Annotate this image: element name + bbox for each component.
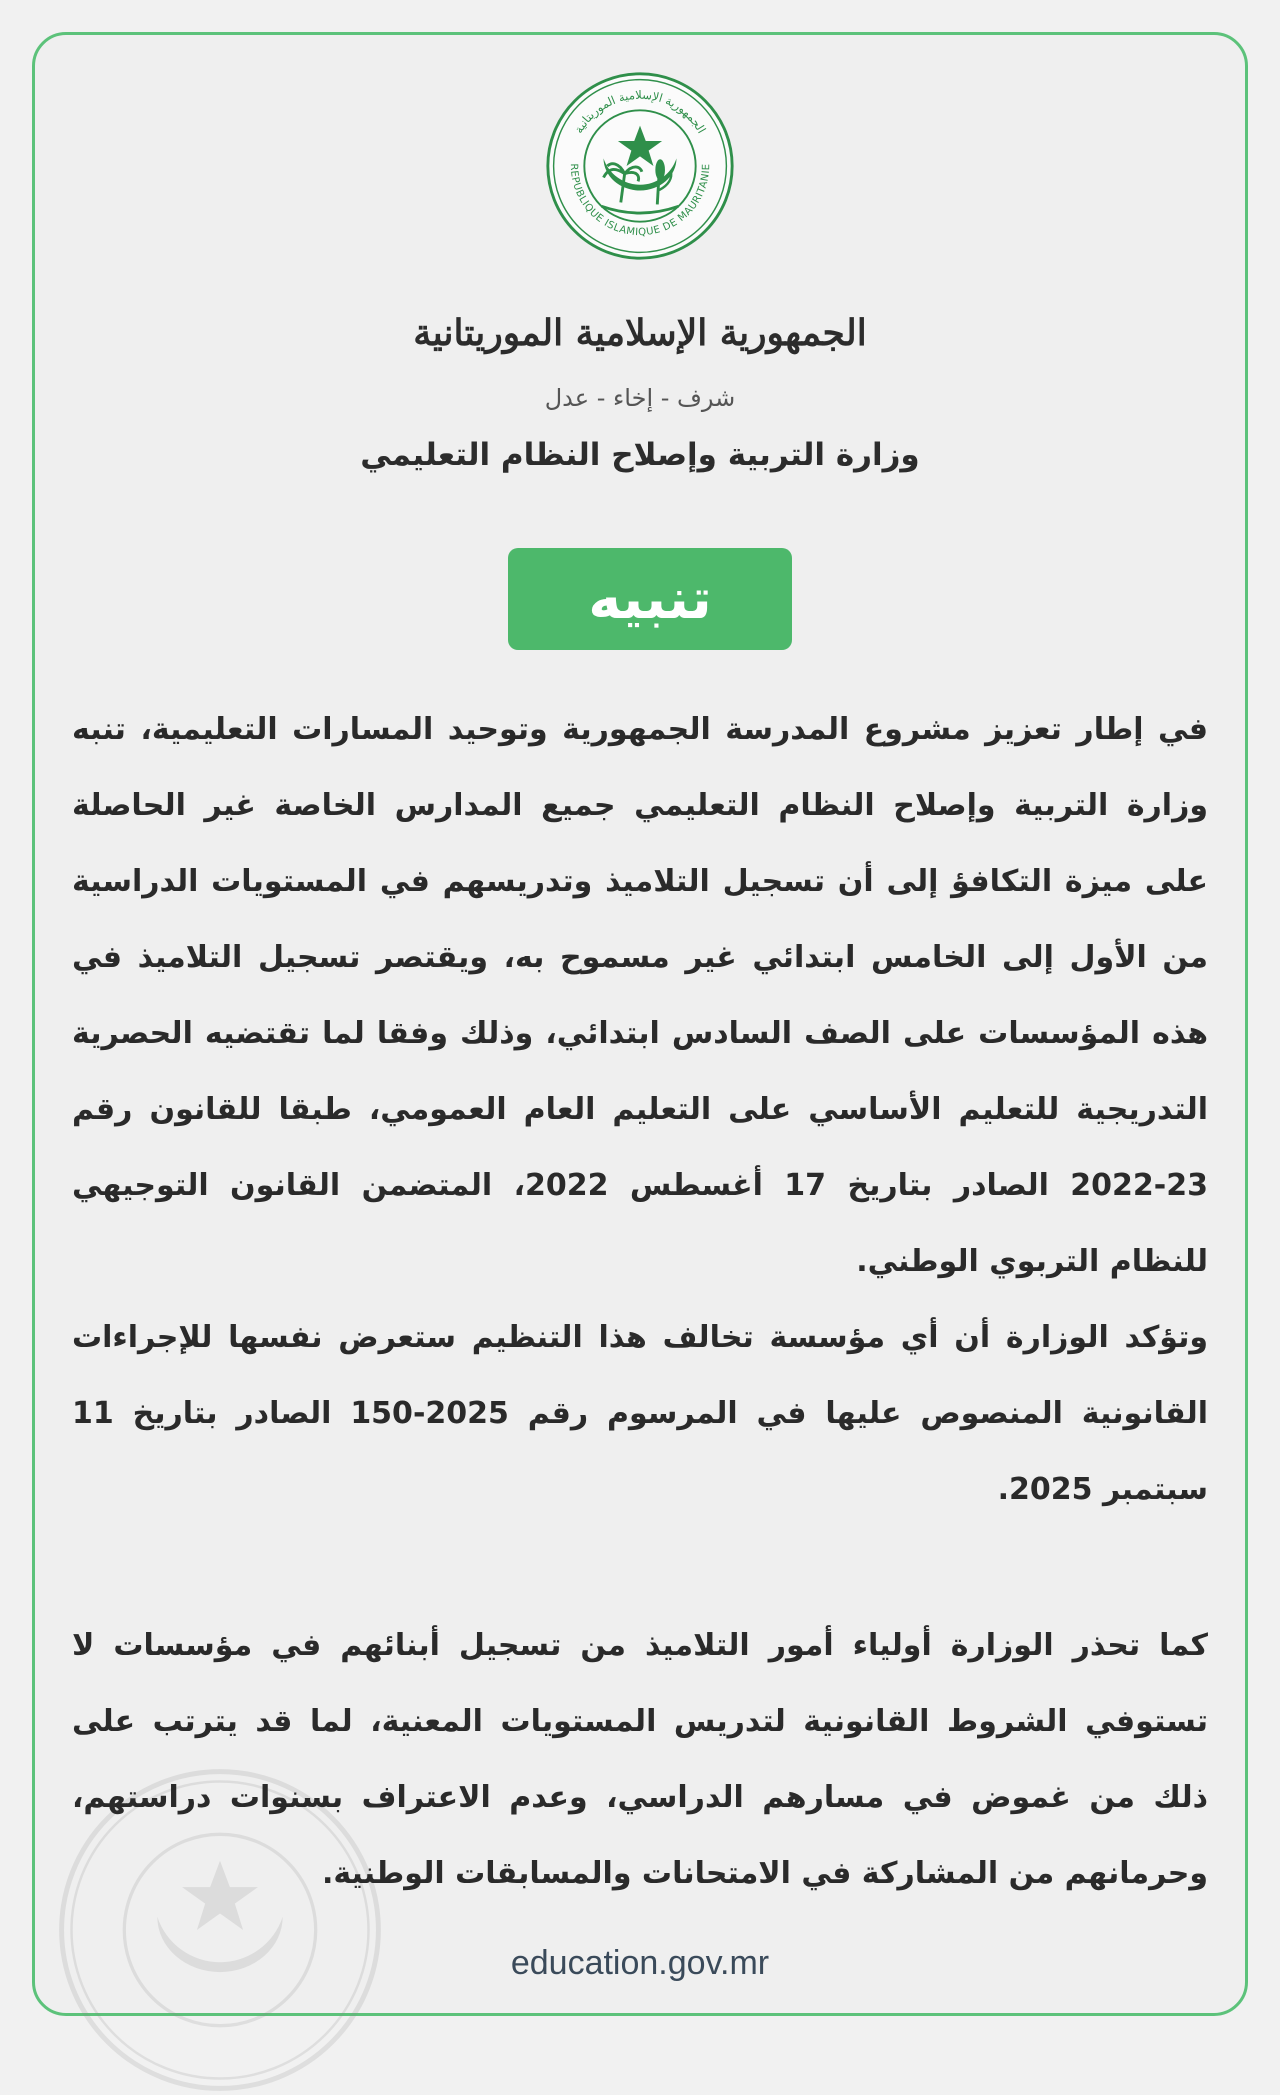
body-paragraph-1: في إطار تعزيز مشروع المدرسة الجمهورية وتوحيد المسارات التعليمية، تنبه وزارة التربية وإصلاح النظام التعليمي جميع المدارس الخاصة غير الحاصلة على ميزة التكافؤ إلى أن تسجيل التلاميذ وتدريسهم في المستويات الدراسية من الأول إلى الخامس ابتدائي غير مسموح به، ويقتصر تسجيل التلاميذ في هذه المؤسسات على الصف السادس ابتدائي، وذلك وفقا لما تقتضيه الحصرية التدريجية للتعليم الأساسي على التعليم العام العمومي، طبقا للقانون رقم 23-2022 الصادر بتاريخ 17 أغسطس 2022، المتضمن القانون التوجيهي للنظام التربوي الوطني. [72,712,1208,1279]
ministry-name: وزارة التربية وإصلاح النظام التعليمي [360,437,920,473]
body-paragraph-3: كما تحذر الوزارة أولياء أمور التلاميذ من تسجيل أبنائهم في مؤسسات لا تستوفي الشروط القانونية لتدريس المستويات المعنية، لما قد يترتب على ذلك من غموض في مسارهم الدراسي، وعدم الاعتراف بسنوات دراستهم، وحرمانهم من المشاركة في الامتحانات والمسابقات الوطنية. [72,1628,1208,1891]
body-paragraph-2: وتؤكد الوزارة أن أي مؤسسة تخالف هذا التنظيم ستعرض نفسها للإجراءات القانونية المنصوص عليها في المرسوم رقم 2025-150 الصادر بتاريخ 11 سبتمبر 2025. [72,1320,1208,1507]
notice-title: تنبيه [588,566,712,632]
svg-text:الجمهورية الإسلامية الموريتاني: الجمهورية الإسلامية الموريتانية [571,87,709,136]
notice-title-badge [508,548,792,650]
svg-text:REPUBLIQUE ISLAMIQUE DE MAURIT: REPUBLIQUE ISLAMIQUE DE MAURITANIE [567,163,713,239]
national-motto: شرف - إخاء - عدل [544,384,736,412]
national-seal-icon [544,70,736,262]
website-url: education.gov.mr [510,1944,770,1982]
country-name: الجمهورية الإسلامية الموريتانية [413,312,867,354]
